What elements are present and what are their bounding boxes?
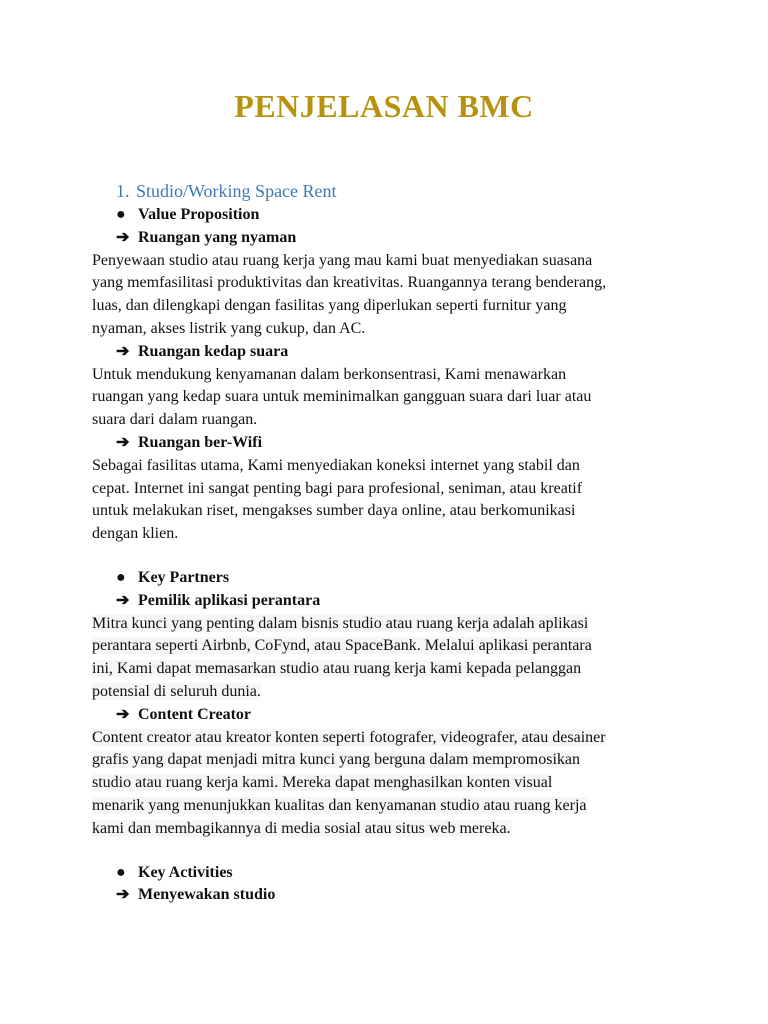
paragraph-text: untuk melakukan riset, mengakses sumber daya online, atau berkomunikasi <box>92 502 576 520</box>
subheading <box>116 227 682 250</box>
paragraph-line <box>92 364 682 387</box>
arrow-icon: ➔ <box>116 342 130 360</box>
paragraph-line <box>92 523 682 546</box>
page-title: PENJELASAN BMC <box>234 88 534 124</box>
paragraph-text: Mitra kunci yang penting dalam bisnis studio atau ruang kerja adalah aplikasi <box>92 614 589 632</box>
paragraph-line <box>92 635 682 658</box>
paragraph-line <box>92 455 682 478</box>
paragraph-line <box>92 658 682 681</box>
paragraph-line <box>92 749 682 772</box>
subheading-label: Menyewakan studio <box>138 886 276 904</box>
paragraph-line <box>92 795 682 818</box>
paragraph-text: suara dari dalam ruangan. <box>92 411 258 429</box>
paragraph-text: perantara seperti Airbnb, CoFynd, atau SpaceBank. Melalui aplikasi perantara <box>92 637 592 655</box>
paragraph-line <box>92 295 682 318</box>
paragraph-line <box>92 272 682 295</box>
bullet-item-value-proposition <box>116 204 682 227</box>
subheading <box>116 704 682 727</box>
paragraph-text: potensial di seluruh dunia. <box>92 682 261 700</box>
subheading <box>116 884 682 907</box>
paragraph-text: studio atau ruang kerja kami. Mereka dapat menghasilkan konten visual <box>92 774 553 792</box>
subheading-label: Ruangan kedap suara <box>138 342 289 360</box>
paragraph-text: menarik yang menunjukkan kualitas dan kenyamanan studio atau ruang kerja <box>92 796 587 814</box>
section-number: 1. <box>116 181 130 201</box>
arrow-icon: ➔ <box>116 591 130 609</box>
paragraph-line <box>92 681 682 704</box>
paragraph-line <box>92 318 682 341</box>
block-spacer <box>92 546 682 567</box>
section-heading <box>116 178 682 204</box>
paragraph-line <box>92 409 682 432</box>
subheading <box>116 341 682 364</box>
paragraph-text: Content creator atau kreator konten seperti fotografer, videografer, atau desainer <box>92 728 606 746</box>
paragraph-line <box>92 250 682 273</box>
bullet-icon: ● <box>116 206 126 223</box>
bullet-icon: ● <box>116 568 126 586</box>
paragraph-text: dengan klien. <box>92 525 179 543</box>
arrow-icon: ➔ <box>116 228 130 246</box>
arrow-icon: ➔ <box>116 886 130 904</box>
paragraph-text: ini, Kami dapat memasarkan studio atau ruang kerja kami kepada pelanggan <box>92 660 582 678</box>
subheading-label: Ruangan yang nyaman <box>138 228 297 246</box>
paragraph-text: cepat. Internet ini sangat penting bagi para profesional, seniman, atau kreatif <box>92 479 583 497</box>
section-title: Studio/Working Space Rent <box>136 181 337 201</box>
paragraph-text: Sebagai fasilitas utama, Kami menyediakan koneksi internet yang stabil dan <box>92 456 580 474</box>
paragraph-text: nyaman, akses listrik yang cukup, dan AC. <box>92 319 366 337</box>
subheading-label: Pemilik aplikasi perantara <box>138 591 321 609</box>
block-spacer <box>92 841 682 862</box>
arrow-icon: ➔ <box>116 433 130 451</box>
paragraph-text: grafis yang dapat menjadi mitra kunci yang berguna dalam mempromosikan <box>92 751 581 769</box>
bullet-item-key-partners <box>116 567 682 590</box>
paragraph-text: Untuk mendukung kenyamanan dalam berkonsentrasi, Kami menawarkan <box>92 365 567 383</box>
paragraph-line <box>92 478 682 501</box>
paragraph-line <box>92 386 682 409</box>
paragraph-line <box>92 818 682 841</box>
paragraph-text: Penyewaan studio atau ruang kerja yang mau kami buat menyediakan suasana <box>92 251 593 269</box>
bullet-label: Key Partners <box>138 568 230 586</box>
bullet-item-key-activities <box>116 862 682 885</box>
paragraph-text: kami dan membagikannya di media sosial atau situs web mereka. <box>92 819 511 837</box>
subheading-label: Ruangan ber-Wifi <box>138 433 263 451</box>
subheading <box>116 432 682 455</box>
arrow-icon: ➔ <box>116 705 130 723</box>
paragraph-line <box>92 613 682 636</box>
paragraph-text: yang memfasilitasi produktivitas dan kreativitas. Ruangannya terang benderang, <box>92 274 607 292</box>
document-body <box>92 178 682 907</box>
subheading-label: Content Creator <box>138 705 252 723</box>
paragraph-line <box>92 500 682 523</box>
paragraph-text: ruangan yang kedap suara untuk meminimalkan gangguan suara dari luar atau <box>92 388 592 406</box>
bullet-label: Key Activities <box>138 863 233 881</box>
paragraph-text: luas, dan dilengkapi dengan fasilitas yang diperlukan seperti furnitur yang <box>92 297 567 315</box>
bullet-label: Value Proposition <box>138 206 260 223</box>
paragraph-line <box>92 772 682 795</box>
bullet-icon: ● <box>116 863 126 881</box>
subheading <box>116 590 682 613</box>
paragraph-line <box>92 727 682 750</box>
bmc-blocks <box>92 204 682 907</box>
